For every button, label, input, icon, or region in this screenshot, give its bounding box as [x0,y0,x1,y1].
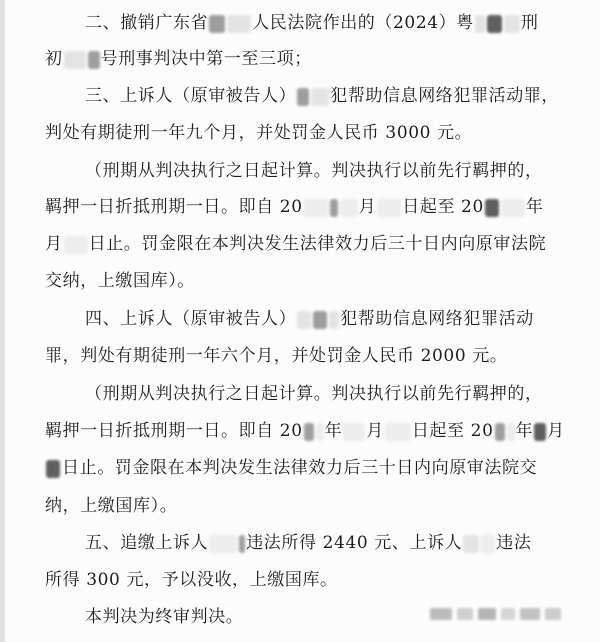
line-text: 羁押一日折抵刑期一日。即自 20 [45,421,303,441]
line-text: 年 [515,421,534,441]
redaction-mark [504,15,520,33]
text-line [45,270,195,292]
redaction-mark [88,51,100,69]
line-text: 号刑事判决中第一至三项； [100,49,312,69]
line-text: 二、撤销广东省 [85,13,209,33]
line-text: 羁押一日折抵刑期一日。即自 20 [45,197,303,217]
text-line [45,48,312,70]
redaction-mark [64,51,86,69]
line-text: 月 [547,421,565,441]
line-text: 所得 300 元，予以没收，上缴国库。 [45,570,338,590]
line-text: 判处有期徒刑一年九个月，并处罚金人民币 3000 元。 [45,123,473,143]
line-text: 犯帮助信息网络犯罪活动 [340,309,534,329]
line-text: 刑 [520,13,539,33]
redaction-mark [340,199,358,217]
redaction-mark [501,199,525,217]
redaction-mark [330,199,338,217]
redaction-mark [534,423,546,441]
line-text: 本判决为终审判决。 [85,607,244,627]
text-line [85,12,538,34]
line-text: （刑期从判决执行之日起计算。判决执行以前先行羁押的， [85,161,543,181]
redaction-mark [239,535,245,553]
text-line [85,308,534,330]
line-text: 四、上诉人（原审被告人） [85,309,297,329]
redaction-mark [487,15,502,33]
redaction-mark [313,311,327,329]
line-text: 罪，判处有期徒刑一年六个月，并处罚金人民币 2000 元。 [45,346,508,366]
blurred-signature [430,605,561,623]
redaction-mark [545,608,561,620]
redaction-mark [377,199,401,217]
text-line [45,569,338,591]
redaction-mark [209,15,225,33]
line-text: 年 [324,421,343,441]
line-text: 月 [358,197,377,217]
line-text: 纳，上缴国库）。 [45,496,178,516]
text-line [85,85,559,107]
redaction-mark [297,311,311,329]
text-line [85,606,243,628]
line-text: 交纳，上缴国库）。 [45,271,195,291]
redaction-mark [457,608,473,620]
line-text: 日起至 20 [411,421,494,441]
line-text: 犯帮助信息网络犯罪活动罪， [330,86,560,106]
redaction-mark [311,88,329,106]
redaction-mark [463,535,479,553]
text-line [45,345,507,367]
line-text: 日止。罚金限在本判决发生法律效力后三十日内向原审法院 [88,234,547,254]
redaction-mark [478,608,496,620]
redaction-mark [501,608,515,620]
text-line [45,457,537,479]
text-line [85,383,543,405]
redaction-mark [304,199,328,217]
text-line [85,160,543,182]
redaction-mark [316,423,324,441]
redaction-mark [475,15,485,33]
line-text: 月 [366,421,384,441]
text-line [45,122,472,144]
text-line [45,495,177,517]
line-text: 三、上诉人（原审被告人） [85,86,297,106]
text-line [45,196,544,218]
redaction-mark [329,311,339,329]
line-text: 五、追缴上诉人 [85,533,209,553]
redaction-mark [227,15,251,33]
redaction-mark [430,608,452,620]
redaction-mark [343,423,365,441]
redaction-mark [507,423,515,441]
redaction-mark [297,88,309,106]
line-text: （刑期从判决执行之日起计算。判决执行以前先行羁押的， [85,384,543,404]
line-text: 月 [45,234,63,254]
line-text: 人民法院作出的（2024）粤 [252,13,474,33]
redaction-mark [64,236,88,254]
line-text: 日止。罚金限在本判决发生法律效力后三十日内向原审法院交 [62,458,538,478]
redaction-mark [481,535,495,553]
line-text: 违法所得 2440 元、上诉人 [246,533,463,553]
text-line [45,420,565,442]
redaction-mark [520,608,540,620]
text-line [85,532,531,554]
line-text: 年 [525,197,544,217]
redaction-mark [485,199,499,217]
line-text: 日起至 20 [402,197,484,217]
redaction-mark [495,423,505,441]
redaction-mark [46,460,60,478]
line-text: 违法 [496,533,532,553]
text-line [45,233,546,255]
redaction-mark [304,423,314,441]
line-text: 初 [45,49,63,69]
redaction-mark [209,535,237,553]
redaction-mark [385,423,411,441]
